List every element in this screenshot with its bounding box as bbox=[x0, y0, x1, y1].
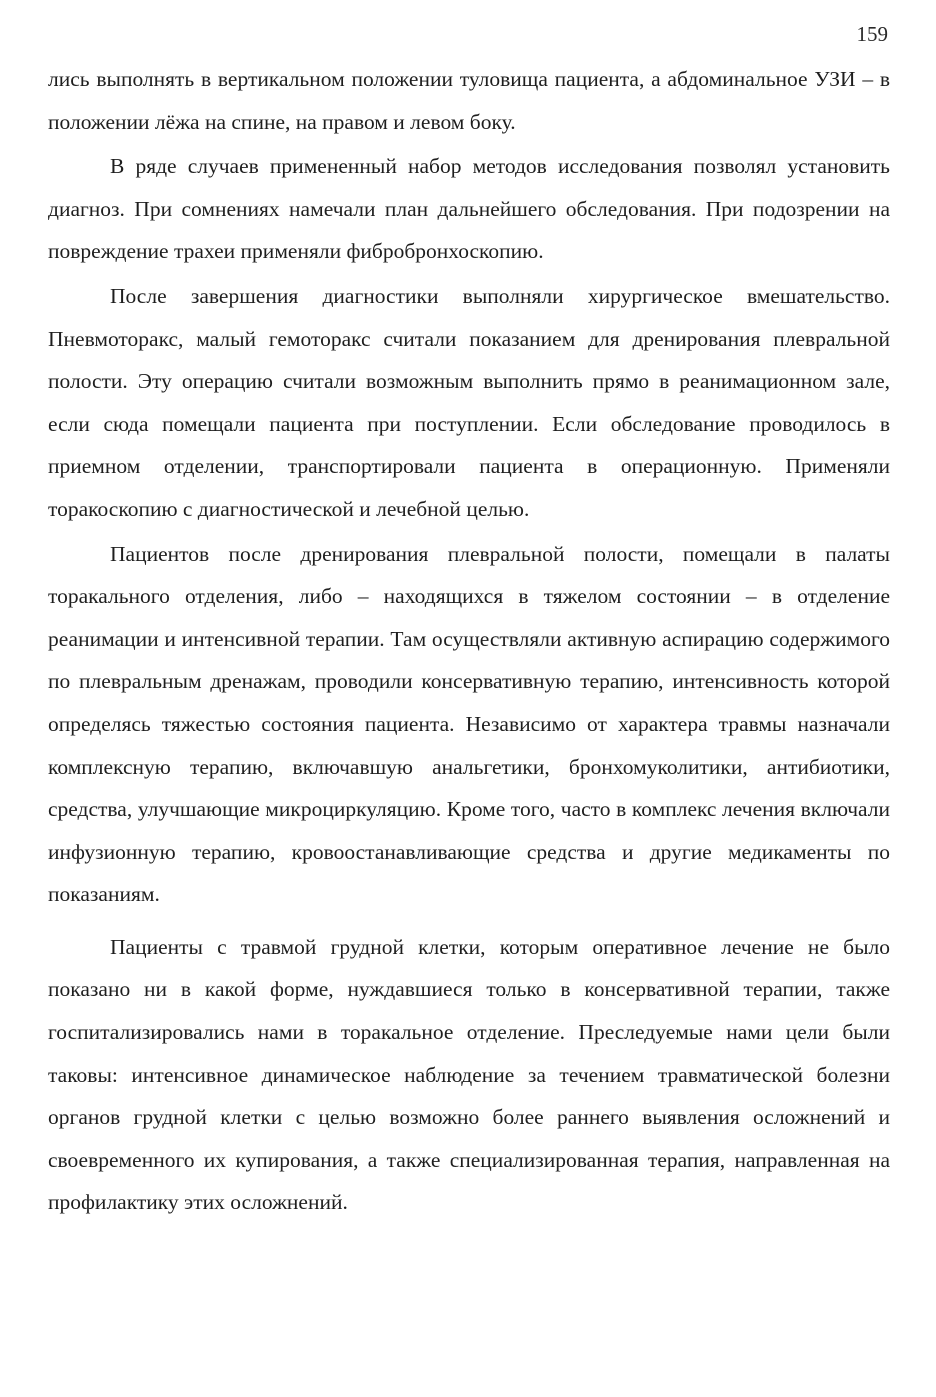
body-text bbox=[48, 58, 890, 1224]
paragraph-diagnosis: В ряде случаев примененный набор методов исследования позволял установить диагноз. При сомнениях намечали план дальнейшего обследования. При подозрении на повреждение трахеи применяли фибробронхоскопию. bbox=[48, 154, 890, 264]
paragraph-conservative-treatment: Пациенты с травмой грудной клетки, которым оперативное лечение не было показано ни в какой форме, нуждавшиеся только в консервативной терапии, также госпитализировались нами в торакальное отделение. Преследуемые нами цели были таковы: интенсивное динамическое наблюдение за течением травматической болезни органов грудной клетки с целью возможно более раннего выявления осложнений и своевременного их купирования, а также специализированная терапия, направленная на профилактику этих осложнений. bbox=[48, 934, 890, 1215]
paragraph-continuation: лись выполнять в вертикальном положении туловища пациента, а абдоминальное УЗИ – в положении лёжа на спине, на правом и левом боку. bbox=[48, 67, 890, 134]
paragraph-surgical-intervention: После завершения диагностики выполняли хирургическое вмешательство. Пневмоторакс, малый гемоторакс считали показанием для дренирования плевральной полости. Эту операцию считали возможным выполнить прямо в реанимационном зале, если сюда помещали пациента при поступлении. Если обследование проводилось в приемном отделении, транспортировали пациента в операционную. Применяли торакоскопию с диагностической и лечебной целью. bbox=[48, 283, 890, 521]
page-number: 159 bbox=[856, 22, 888, 46]
paragraph-post-drainage-therapy: Пациентов после дренирования плевральной полости, помещали в палаты торакального отделения, либо – находящихся в тяжелом состоянии – в отделение реанимации и интенсивной терапии. Там осуществляли активную аспирацию содержимого по плевральным дренажам, проводили консервативную терапию, интенсивность которой определясь тяжестью состояния пациента. Независимо от характера травмы назначали комплексную терапию, включавшую анальгетики, бронхомуколитики, антибиотики, средства, улучшающие микроциркуляцию. Кроме того, часто в комплекс лечения включали инфузионную терапию, кровоостанавливающие средства и другие медикаменты по показаниям. bbox=[48, 541, 890, 907]
